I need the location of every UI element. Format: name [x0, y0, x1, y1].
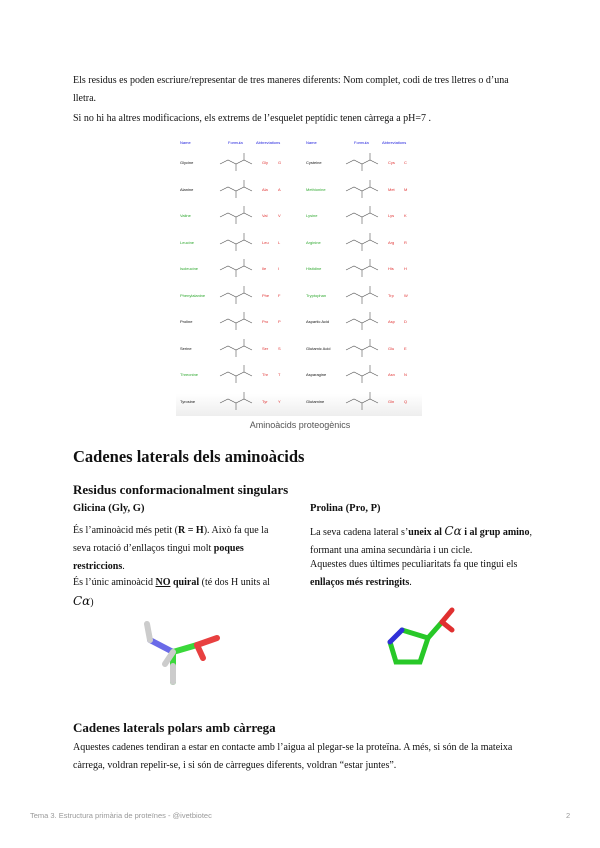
three-letter-code: Arg [388, 239, 395, 245]
charged-paragraph: Aquestes cadenes tendiran a estar en contacte amb l’aigua al plegar-se la proteïna. A més, si són de la mateixa càrrega, voldran repelir-se, i si són de càrregues diferents, voldran “estar juntes”. [73, 742, 513, 771]
header-name: Name [306, 140, 317, 145]
table-row [302, 177, 422, 203]
structural-formula [340, 283, 384, 309]
amino-acid-name: Cysteine [306, 160, 322, 165]
structural-formula [214, 150, 258, 176]
one-letter-code: Q [404, 398, 408, 404]
amino-acid-name: Proline [180, 319, 193, 324]
structural-formula [340, 336, 384, 362]
header-formula: Formula [228, 140, 243, 145]
table-row [302, 362, 422, 388]
proline-paragraph-1: La seva cadena lateral s’uneix al Cα i al grup amino, formant una amina secundària i un cicle. [310, 524, 532, 556]
header-formula: Formula [354, 140, 369, 145]
amino-acid-name: Arginine [306, 239, 321, 245]
three-letter-code: Asp [388, 319, 395, 324]
table-row [302, 256, 422, 282]
three-letter-code: Met [388, 186, 395, 192]
amino-acid-name: Leucine [180, 239, 195, 245]
three-letter-code: Tyr [262, 398, 268, 404]
amino-acid-name: Threonine [180, 372, 199, 377]
structural-formula [340, 362, 384, 388]
proline-3d-model [380, 600, 470, 675]
three-letter-code: Ser [262, 345, 269, 351]
footer-text: Tema 3. Estructura primària de proteïnes - @ivetbiotec [30, 811, 212, 820]
structural-formula [340, 150, 384, 176]
amino-acid-name: Tyrosine [180, 398, 196, 404]
structural-formula [214, 203, 258, 229]
three-letter-code: Gly [262, 160, 268, 165]
three-letter-code: Gln [388, 398, 395, 404]
glycine-title: Glicina (Gly, G) [73, 503, 145, 514]
structural-formula [214, 256, 258, 282]
one-letter-code: T [278, 372, 281, 377]
structural-formula [214, 230, 258, 256]
table-row [176, 389, 296, 415]
table-row [302, 389, 422, 415]
one-letter-code: Y [278, 398, 281, 404]
amino-acid-name: Phenylalanine [180, 292, 206, 298]
structural-formula [214, 362, 258, 388]
three-letter-code: Glu [388, 345, 395, 351]
one-letter-code: V [278, 213, 281, 218]
table-row [176, 177, 296, 203]
amino-acid-name: Histidine [306, 266, 322, 271]
structural-formula [214, 309, 258, 335]
proline-title: Prolina (Pro, P) [310, 503, 381, 514]
table-row [176, 230, 296, 256]
table-row [176, 283, 296, 309]
structural-formula [340, 230, 384, 256]
amino-acid-table-image [176, 138, 422, 416]
three-letter-code: Lys [388, 213, 395, 218]
three-letter-code: Leu [262, 239, 269, 245]
structural-formula [340, 309, 384, 335]
structural-formula [340, 256, 384, 282]
one-letter-code: P [278, 319, 281, 324]
one-letter-code: I [278, 266, 280, 271]
subsection-title-singular: Residus conformacionalment singulars [73, 482, 289, 497]
table-row [302, 150, 422, 176]
three-letter-code: Ala [262, 186, 268, 192]
table-row [176, 362, 296, 388]
proline-paragraph-2: Aquestes dues últimes peculiaritats fa que tingui els enllaços més restringits. [310, 559, 518, 588]
one-letter-code: D [404, 319, 407, 324]
one-letter-code: K [404, 213, 407, 218]
three-letter-code: Val [262, 213, 268, 218]
three-letter-code: Ile [262, 266, 267, 271]
glycine-paragraph-1: És l’aminoàcid més petit (R = H). Això fa que la seva rotació d’enllaços tingui molt poques restriccions. [73, 525, 269, 572]
one-letter-code: F [278, 292, 281, 298]
glycine-paragraph-2: És l’únic aminoàcid NO quiral (té dos H units al Cα) [73, 577, 270, 608]
amino-acid-name: Glutamic Acid [306, 345, 331, 351]
table-row [302, 230, 422, 256]
table-row [176, 203, 296, 229]
section-title: Cadenes laterals dels aminoàcids [73, 447, 305, 466]
one-letter-code: M [404, 186, 408, 192]
amino-acid-name: Glycine [180, 160, 194, 165]
page-number: 2 [566, 811, 571, 820]
three-letter-code: Phe [262, 292, 270, 298]
one-letter-code: H [404, 266, 407, 271]
structural-formula [340, 177, 384, 203]
intro-paragraph-1: Els residus es poden escriure/representar de tres maneres diferents: Nom complet, codi de tres lletres o d’una lletra. [73, 75, 509, 104]
glycine-3d-model [125, 610, 225, 695]
one-letter-code: E [404, 345, 407, 351]
table-row [176, 309, 296, 335]
structural-formula [214, 389, 258, 415]
one-letter-code: L [278, 239, 281, 245]
figure-caption: Aminoàcids proteogènics [249, 420, 351, 430]
three-letter-code: Pro [262, 319, 269, 324]
one-letter-code: R [404, 239, 407, 245]
one-letter-code: W [404, 292, 408, 298]
amino-acid-name: Serine [180, 345, 192, 351]
table-row [176, 256, 296, 282]
amino-acid-name: Methionine [306, 186, 326, 192]
intro-paragraph-2: Si no hi ha altres modificacions, els extrems de l’esquelet peptídic tenen càrrega a pH=7 . [73, 113, 432, 124]
amino-acid-name: Isoleucine [180, 266, 199, 271]
table-row [302, 283, 422, 309]
header-abbreviations: Abbreviations [256, 140, 281, 145]
structural-formula [214, 283, 258, 309]
table-row [176, 150, 296, 176]
amino-acid-name: Glutamine [306, 398, 325, 404]
one-letter-code: C [404, 160, 407, 165]
one-letter-code: N [404, 372, 407, 377]
structural-formula [214, 336, 258, 362]
structural-formula [340, 203, 384, 229]
one-letter-code: S [278, 345, 281, 351]
table-row [302, 203, 422, 229]
table-row [302, 309, 422, 335]
subsection-title-charged: Cadenes laterals polars amb càrrega [73, 720, 276, 735]
three-letter-code: Thr [262, 372, 268, 377]
one-letter-code: A [278, 186, 281, 192]
amino-acid-name: Valine [180, 213, 191, 218]
three-letter-code: His [388, 266, 394, 271]
one-letter-code: G [278, 160, 282, 165]
amino-acid-name: Aspartic Acid [306, 319, 330, 324]
three-letter-code: Cys [388, 160, 395, 165]
structural-formula [214, 177, 258, 203]
amino-acid-name: Lysine [306, 213, 318, 218]
header-abbreviations: Abbreviations [382, 140, 407, 145]
three-letter-code: Asn [388, 372, 395, 377]
table-row [176, 336, 296, 362]
amino-acid-name: Asparagine [306, 372, 327, 377]
header-name: Name [180, 140, 191, 145]
amino-acid-name: Tryptophan [306, 292, 327, 298]
amino-acid-name: Alanine [180, 186, 194, 192]
table-row [302, 336, 422, 362]
three-letter-code: Trp [388, 292, 394, 298]
structural-formula [340, 389, 384, 415]
